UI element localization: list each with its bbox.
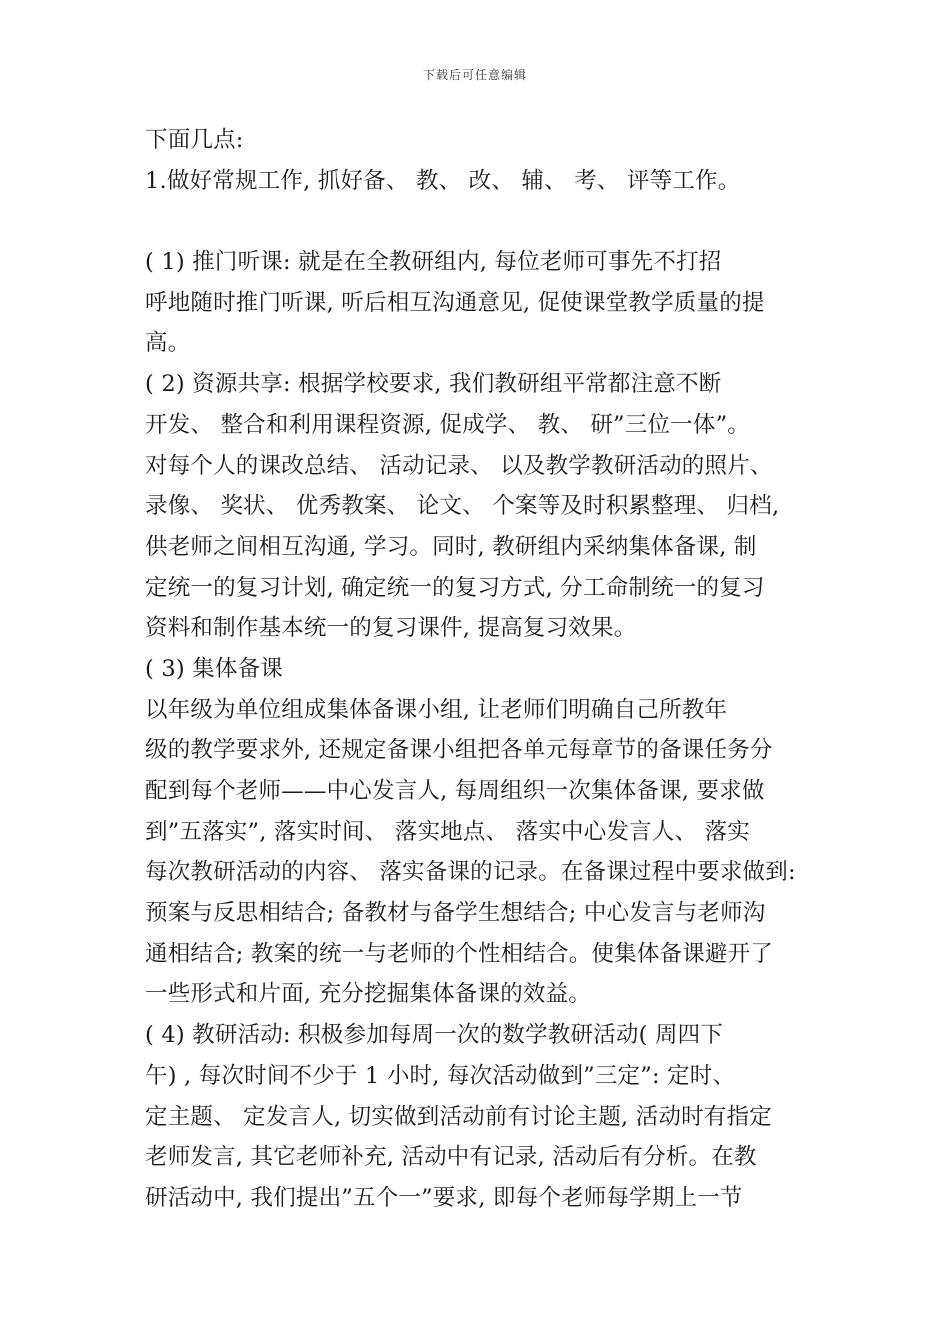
text-line: 午) , 每次时间不少于 1 小时, 每次活动做到”三定”: 定时、 [145, 1062, 736, 1089]
text-line: 每次教研活动的内容、 落实备课的记录。在备课过程中要求做到: [145, 859, 796, 886]
text-line: ( 3) 集体备课 [145, 655, 283, 682]
blank-line [145, 201, 825, 242]
text-line: 录像、 奖状、 优秀教案、 论文、 个案等及时积累整理、 归档, [145, 493, 780, 520]
text-line: 定统一的复习计划, 确定统一的复习方式, 分工命制统一的复习 [145, 574, 765, 601]
text-line: 通相结合; 教案的统一与老师的个性相结合。使集体备课避开了 [145, 940, 774, 967]
text-line: 高。 [145, 330, 191, 357]
text-line: 级的教学要求外, 还规定备课小组把各单元每章节的备课任务分 [145, 737, 773, 764]
text-line: 开发、 整合和利用课程资源, 促成学、 教、 研”三位一体”。 [145, 411, 750, 438]
text-line: 呼地随时推门听课, 听后相互沟通意见, 促使课堂教学质量的提 [145, 289, 765, 316]
text-line: 下面几点: [145, 127, 244, 153]
page-header-note: 下载后可任意编辑 [422, 68, 527, 82]
text-line: 预案与反思相结合; 备教材与备学生想结合; 中心发言与老师沟 [145, 900, 766, 927]
text-line: 供老师之间相互沟通, 学习。同时, 教研组内采纳集体备课, 制 [145, 533, 757, 560]
text-line: ( 2) 资源共享: 根据学校要求, 我们教研组平常都注意不断 [145, 371, 722, 398]
text-line: ( 1) 推门听课: 就是在全教研组内, 每位老师可事先不打招 [145, 249, 722, 276]
document-body [145, 120, 825, 1219]
text-line: 资料和制作基本统一的复习课件, 提高复习效果。 [145, 615, 637, 642]
text-line: 对每个人的课改总结、 活动记录、 以及教学教研活动的照片、 [145, 452, 773, 479]
text-line: 老师发言, 其它老师补充, 活动中有记录, 活动后有分析。在教 [145, 1144, 757, 1171]
text-line: 1.做好常规工作, 抓好备、 教、 改、 辅、 考、 评等工作。 [145, 167, 741, 194]
text-line: 到”五落实”, 落实时间、 落实地点、 落实中心发言人、 落实 [145, 818, 750, 845]
text-line: 一些形式和片面, 充分挖掘集体备课的效益。 [145, 981, 592, 1008]
text-line: ( 4) 教研活动: 积极参加每周一次的数学教研活动( 周四下 [145, 1022, 724, 1049]
text-line: 定主题、 定发言人, 切实做到活动前有讨论主题, 活动时有指定 [145, 1103, 772, 1130]
text-line: 配到每个老师——中心发言人, 每周组织一次集体备课, 要求做 [145, 778, 765, 804]
text-line: 以年级为单位组成集体备课小组, 让老师们明确自己所教年 [145, 696, 728, 723]
text-line: 研活动中, 我们提出”五个一”要求, 即每个老师每学期上一节 [145, 1184, 743, 1211]
